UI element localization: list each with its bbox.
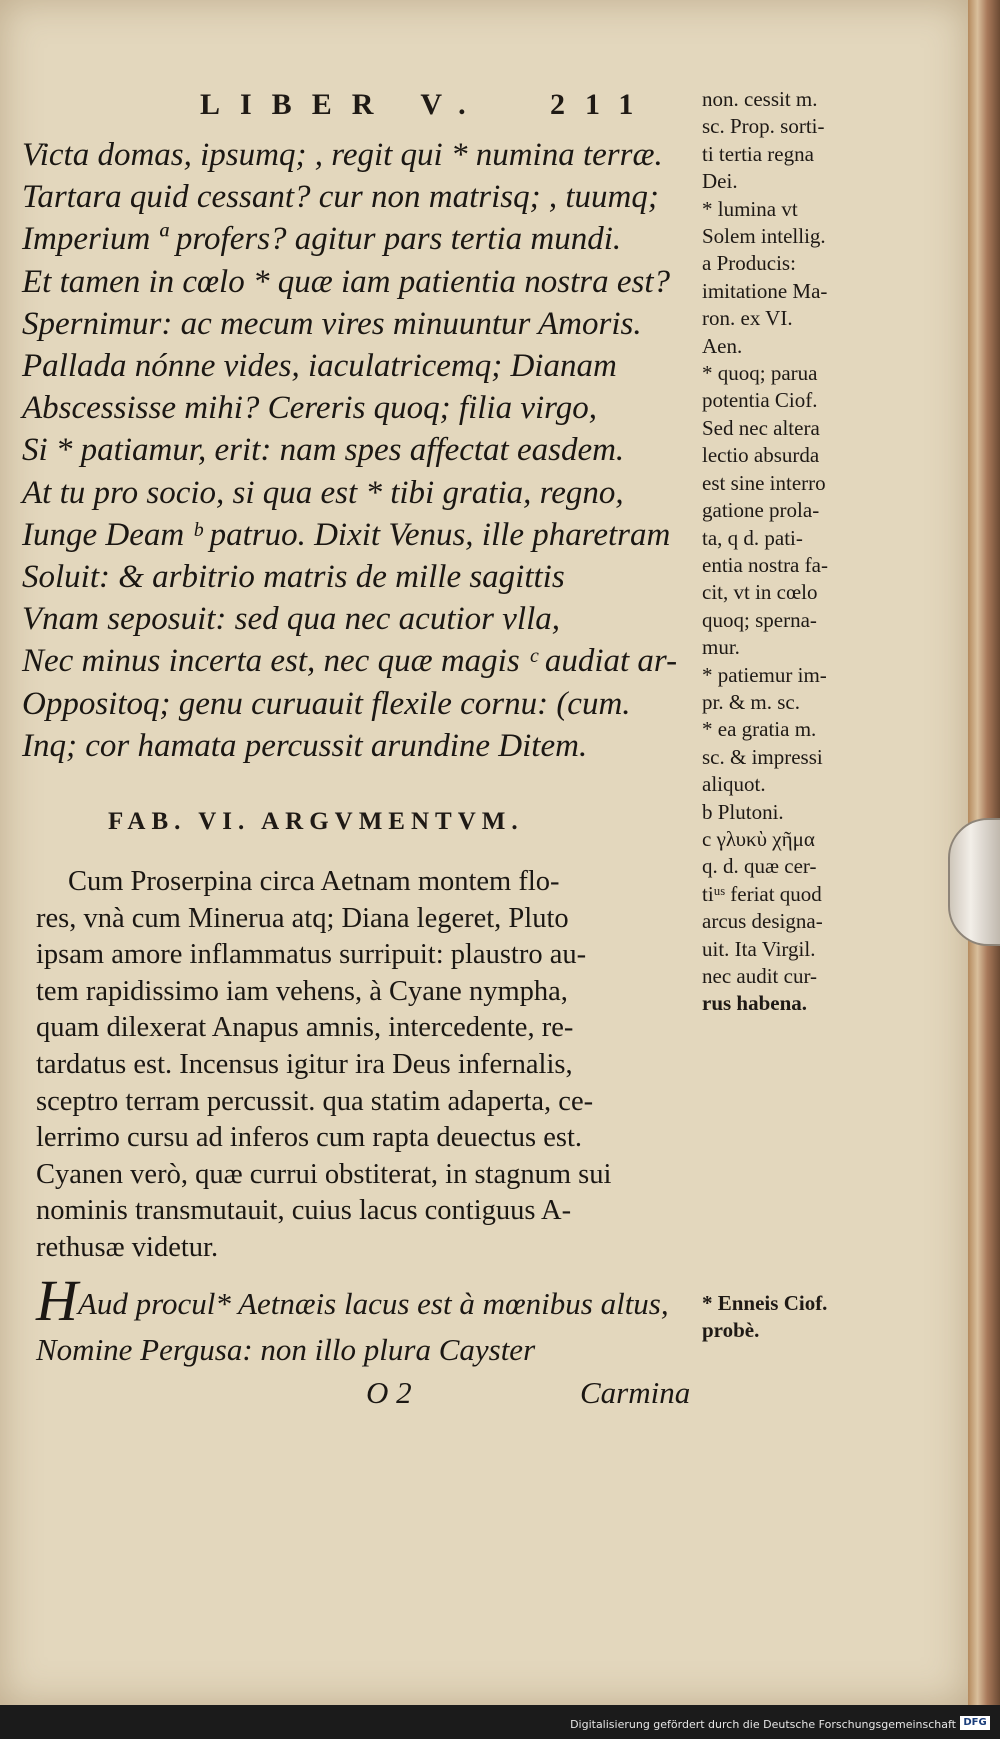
prose-line: tem rapidissimo iam vehens, à Cyane nympha, <box>36 975 568 1007</box>
margin-line: ta, q d. pati- <box>702 525 803 550</box>
margin-line: c γλυκὺ χῆμα <box>702 826 815 851</box>
prose-line: lerrimo cursu ad inferos cum rapta deuectus est. <box>36 1122 583 1154</box>
verse-line: Spernimur: ac mecum vires minuuntur Amoris. <box>22 305 642 342</box>
prose-line: quam dilexerat Anapus amnis, intercedente, re- <box>36 1012 574 1044</box>
margin-line: Dei. <box>702 169 738 194</box>
margin-line: ti tertia regna <box>702 141 814 166</box>
margin-line: arcus designa- <box>702 909 823 934</box>
verse-line: Abscessisse mihi? Cereris quoq; filia virgo, <box>22 390 598 427</box>
drop-cap: H <box>36 1268 78 1333</box>
margin-line: pr. & m. sc. <box>702 689 800 714</box>
margin-line: aliquot. <box>702 772 766 797</box>
margin-line: b Plutoni. <box>702 799 784 824</box>
margin-line: tiᵘˢ feriat quod <box>702 881 822 906</box>
margin-line: * quoq; parua <box>702 361 818 386</box>
prose-line: Cum Proserpina circa Aetnam montem flo- <box>68 866 560 897</box>
fable-heading: FAB. VI. ARGVMENTVM. <box>108 808 524 835</box>
verse-line: Imperium ª profers? agitur pars tertia mundi. <box>22 221 622 258</box>
verse-block <box>22 134 702 767</box>
margin-line: uit. Ita Virgil. <box>702 936 816 961</box>
margin-line: rus habena. <box>702 991 808 1016</box>
verse-line: Nec minus incerta est, nec quæ magis ᶜ audiat ar- <box>22 643 678 680</box>
margin-line: nec audit cur- <box>702 964 818 988</box>
prose-line: tardatus est. Incensus igitur ira Deus infernalis, <box>36 1048 573 1080</box>
prose-line: nominis transmutauit, cuius lacus contiguus A- <box>36 1195 572 1227</box>
margin-line: * lumina vt <box>702 196 798 221</box>
margin-line: q. d. quæ cer- <box>702 854 817 879</box>
margin-line: cit, vt in cœlo <box>702 580 818 605</box>
verse-line: Et tamen in cœlo * quæ iam patientia nostra est? <box>22 263 671 300</box>
prose-line: rethusæ videtur. <box>36 1231 219 1263</box>
signature-mark: O 2 <box>366 1375 412 1410</box>
verse-line: Vnam seposuit: sed qua nec acutior vlla, <box>22 601 560 638</box>
margin-line: sc. & impressi <box>702 744 823 769</box>
argumentum-paragraph <box>36 864 702 1267</box>
margin-line: potentia Ciof. <box>702 388 818 413</box>
prose-line: res, vnà cum Minerua atq; Diana legeret, Pluto <box>36 902 569 934</box>
margin-line: lectio absurda <box>702 443 820 468</box>
marginal-notes-top <box>702 86 952 1018</box>
marginal-notes-bottom <box>702 1290 952 1345</box>
margin-line: * ea gratia m. <box>702 717 817 742</box>
margin-line: * Enneis Ciof. <box>702 1291 828 1315</box>
catchword: Carmina <box>580 1375 691 1410</box>
margin-line: ron. ex VI. <box>702 306 793 331</box>
verse-line: Oppositoq; genu curuauit flexile cornu: (cum. <box>22 685 631 722</box>
margin-line: imitatione Ma- <box>702 278 828 303</box>
prose-line: sceptro terram percussit. qua statim adaperta, ce- <box>36 1085 594 1117</box>
footer-credit: Digitalisierung gefördert durch die Deutsche Forschungsgemeinschaft <box>570 1718 956 1731</box>
verse-line: At tu pro socio, si qua est * tibi gratia, regno, <box>22 474 624 511</box>
margin-line: probè. <box>702 1318 760 1343</box>
margin-line: non. cessit m. <box>702 87 818 111</box>
running-title: LIBER V. <box>200 88 486 121</box>
verse-line: Iunge Deam ᵇ patruo. Dixit Venus, ille pharetram <box>22 516 671 553</box>
running-header <box>200 88 690 128</box>
verse-line: Pallada nónne vides, iaculatricemq; Dianam <box>22 348 617 385</box>
page-number: 211 <box>550 88 654 121</box>
verse-line: Soluit: & arbitrio matris de mille sagittis <box>22 559 565 596</box>
verse-line-text: Aud procul* Aetnæis lacus est à mœnibus altus, <box>77 1286 669 1321</box>
margin-line: Sed nec altera <box>702 415 820 440</box>
prose-line: Cyanen verò, quæ currui obstiterat, in stagnum sui <box>36 1158 612 1190</box>
margin-line: quoq; sperna- <box>702 607 817 632</box>
margin-line: mur. <box>702 635 740 660</box>
margin-line: entia nostra fa- <box>702 552 828 577</box>
dfg-logo: DFG <box>960 1716 990 1730</box>
margin-line: sc. Prop. sorti- <box>702 114 825 139</box>
verse-line: Si * patiamur, erit: nam spes affectat easdem. <box>22 432 625 469</box>
margin-line: Aen. <box>702 333 743 358</box>
margin-line: a Producis: <box>702 251 796 276</box>
verse-line: Inq; cor hamata percussit arundine Ditem. <box>22 727 588 764</box>
margin-line: * patiemur im- <box>702 662 827 687</box>
margin-line: gatione prola- <box>702 498 820 523</box>
margin-line: Solem intellig. <box>702 224 826 249</box>
prose-line: ipsam amore inflammatus surripuit: plaustro au- <box>36 939 587 971</box>
verse-line: Nomine Pergusa: non illo plura Cayster <box>36 1332 536 1367</box>
verse-line: Victa domas, ipsumq; , regit qui * numina terræ. <box>22 137 663 173</box>
verse-line <box>36 1268 716 1333</box>
margin-line: est sine interro <box>702 470 826 495</box>
page-clip <box>948 818 1000 946</box>
bottom-verse <box>36 1268 716 1373</box>
verse-line: Tartara quid cessant? cur non matrisq; , tuumq; <box>22 179 659 216</box>
